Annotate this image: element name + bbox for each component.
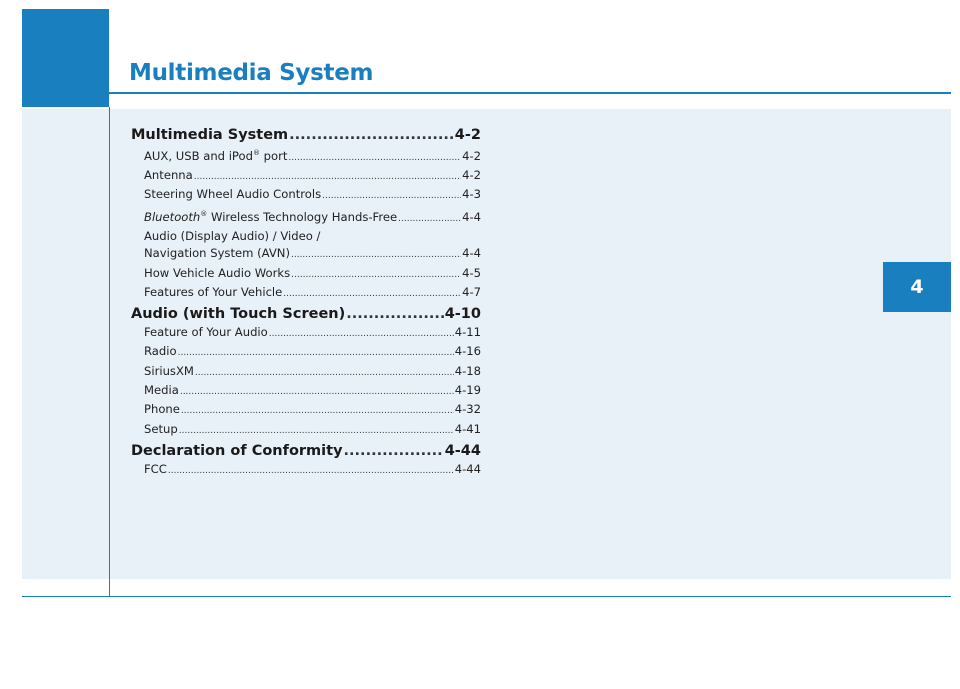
toc-entry-page: 4-18 [454, 363, 481, 378]
toc-entry-fcc[interactable] [131, 461, 481, 480]
toc-leader [179, 423, 454, 440]
toc-entry-page: 4-44 [454, 461, 481, 476]
toc-entry-title: Multimedia System [131, 127, 289, 143]
toc-leader [194, 169, 461, 186]
toc-entry-phone[interactable] [131, 401, 481, 420]
toc-entry-title: SiriusXM [144, 363, 194, 378]
toc-leader [398, 211, 461, 228]
toc-leader [288, 150, 461, 167]
toc-entry-title: Steering Wheel Audio Controls [144, 187, 322, 202]
header-divider [109, 92, 951, 94]
toc-leader [178, 345, 454, 362]
toc-leader [180, 384, 454, 401]
toc-entry-siriusxm[interactable] [131, 363, 481, 382]
toc-entry-page: 4-5 [462, 265, 481, 280]
toc-leader [322, 188, 461, 205]
toc-leader [344, 441, 444, 461]
toc-entry-avn[interactable] [131, 245, 481, 264]
toc-entry-setup[interactable] [131, 421, 481, 440]
toc-entry-title: Features of Your Vehicle [144, 284, 283, 299]
toc-entry-title: Radio [144, 344, 177, 359]
toc-entry-aux-usb-ipod[interactable] [131, 145, 481, 167]
left-margin-line [109, 107, 110, 596]
toc-entry-title: How Vehicle Audio Works [144, 265, 291, 280]
toc-entry-feature-of-audio[interactable] [131, 324, 481, 343]
toc-entry-title: Setup [144, 421, 178, 436]
toc-entry-radio[interactable] [131, 343, 481, 362]
toc-leader [195, 365, 454, 382]
table-of-contents [131, 124, 481, 480]
toc-entry-title: AUX, USB and iPod® port [144, 148, 288, 163]
toc-entry-title: Bluetooth® Wireless Technology Hands-Free [144, 209, 398, 224]
toc-entry-page: 4-41 [454, 421, 481, 436]
toc-entry-multimedia-system[interactable] [131, 125, 481, 145]
toc-entry-page: 4-11 [454, 325, 481, 340]
toc-entry-declaration-of-conformity[interactable] [131, 441, 481, 461]
chapter-tab[interactable]: 4 [883, 262, 951, 312]
toc-entry-steering-wheel-audio[interactable] [131, 186, 481, 205]
toc-leader [291, 267, 461, 284]
toc-leader [181, 403, 454, 420]
toc-entry-page: 4-16 [454, 344, 481, 359]
toc-entry-how-audio-works[interactable] [131, 265, 481, 284]
toc-entry-page: 4-44 [444, 442, 481, 459]
toc-entry-page: 4-4 [462, 246, 481, 261]
header-corner-block [22, 9, 109, 107]
toc-entry-features-of-vehicle[interactable] [131, 284, 481, 303]
toc-entry-title: Media [144, 382, 179, 397]
toc-leader [289, 125, 454, 145]
toc-entry-page: 4-10 [444, 306, 481, 323]
toc-entry-title: Declaration of Conformity [131, 442, 343, 459]
toc-entry-media[interactable] [131, 382, 481, 401]
toc-entry-avn-line1[interactable]: Audio (Display Audio) / Video / [144, 228, 321, 243]
toc-entry-page: 4-19 [454, 382, 481, 397]
toc-entry-page: 4-2 [454, 127, 481, 143]
toc-entry-title: Antenna [144, 168, 193, 183]
toc-entry-title: Audio (with Touch Screen) [131, 306, 346, 323]
toc-entry-title: Feature of Your Audio [144, 325, 268, 340]
toc-entry-antenna[interactable] [131, 167, 481, 186]
page-title: Multimedia System [129, 60, 374, 86]
toc-entry-page: 4-7 [462, 284, 481, 299]
toc-entry-page: 4-3 [462, 187, 481, 202]
toc-entry-title: Navigation System (AVN) [144, 246, 290, 261]
toc-leader [346, 304, 443, 324]
toc-leader [168, 463, 454, 480]
toc-leader [291, 247, 461, 264]
toc-entry-page: 4-2 [462, 148, 481, 163]
footer-divider [22, 596, 951, 597]
toc-entry-page: 4-4 [462, 209, 481, 224]
toc-leader [283, 286, 461, 303]
toc-entry-page: 4-32 [454, 402, 481, 417]
toc-entry-bluetooth[interactable] [131, 206, 481, 228]
toc-entry-page: 4-2 [462, 168, 481, 183]
toc-entry-audio-touch-screen[interactable] [131, 304, 481, 324]
toc-entry-title: Phone [144, 402, 180, 417]
toc-leader [269, 326, 454, 343]
toc-entry-title: FCC [144, 461, 167, 476]
